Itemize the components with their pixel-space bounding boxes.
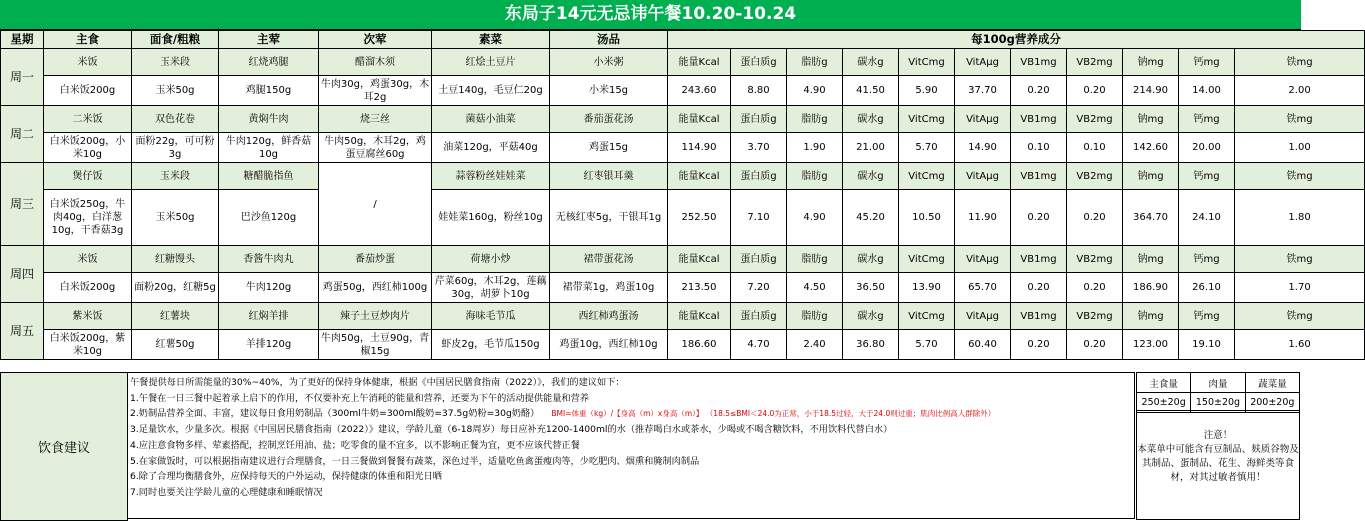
nutrient-value: 37.70 [955, 76, 1011, 106]
nutrient-label: 能量Kcal [668, 303, 731, 330]
nutrient-label: 碳水g [843, 246, 899, 273]
nutrient-label: 能量Kcal [668, 106, 731, 133]
nutrient-label: 蛋白质g [731, 303, 787, 330]
nutrient-value: 21.00 [843, 133, 899, 163]
dish-sub-detail: 牛肉50g，木耳2g，鸡蛋豆腐丝60g [319, 133, 432, 163]
nutrient-label: 能量Kcal [668, 49, 731, 76]
day-label-row [1, 49, 1365, 76]
dish-soup: 番茄蛋花汤 [550, 106, 668, 133]
header-pastry: 面食/粗粮 [132, 31, 219, 49]
day-detail-row [1, 330, 1365, 360]
day-detail-row [1, 133, 1365, 163]
dish-pastry-detail: 玉米50g [132, 76, 219, 106]
nutrient-value: 65.70 [955, 273, 1011, 303]
dish-staple-detail: 白米饭200g [44, 273, 132, 303]
advice-text [127, 372, 1135, 519]
nutrient-label: VitAμg [955, 246, 1011, 273]
dish-staple: 米饭 [44, 49, 132, 76]
advice-line: 4.应注意食物多样、荤素搭配，控制烹饪用油、盐；吃零食的量不宜多，以不影响正餐为宜，更不应该代替正餐 [130, 439, 580, 451]
advice-label: 饮食建议 [0, 372, 128, 521]
portion-value: 150±20g [1191, 393, 1245, 413]
day-label-row [1, 246, 1365, 273]
nutrient-value: 26.10 [1179, 273, 1235, 303]
header-sub: 次荤 [319, 31, 432, 49]
nutrient-label: 能量Kcal [668, 246, 731, 273]
nutrient-value: 4.70 [731, 330, 787, 360]
nutrient-value: 0.20 [1011, 190, 1067, 246]
day-detail-row [1, 76, 1365, 106]
advice-line: 午餐提供每日所需能量的30%~40%，为了更好的保持身体健康，根据《中国居民膳食指南（2022）》，我们的建议如下： [130, 377, 625, 388]
nutrient-value: 13.90 [899, 273, 955, 303]
nutrient-label: VB1mg [1011, 49, 1067, 76]
dish-soup: 红枣银耳羹 [550, 163, 668, 190]
nutrient-label: 钙mg [1179, 246, 1235, 273]
nutrient-label: 钙mg [1179, 303, 1235, 330]
dish-veg: 荷塘小炒 [432, 246, 550, 273]
dish-staple-detail: 白米饭200g，紫米10g [44, 330, 132, 360]
nutrient-label: 能量Kcal [668, 163, 731, 190]
nutrient-value: 3.70 [731, 133, 787, 163]
day-name: 周一 [1, 49, 44, 106]
dish-pastry-detail: 面粉20g，红糖5g [132, 273, 219, 303]
nutrient-label: VB2mg [1067, 303, 1123, 330]
header-soup: 汤品 [550, 31, 668, 49]
dish-veg: 海味毛节瓜 [432, 303, 550, 330]
nutrient-label: 钠mg [1123, 49, 1179, 76]
bmi-note: BMI=体重（kg）/【身高（m）x身高（m）】 （18.5≤BMI＜24.0为正常，小于18.5过轻，大于24.0则过重；肌肉比例高人群除外） [551, 409, 996, 419]
nutrient-value: 10.50 [899, 190, 955, 246]
dish-main: 红烧鸡腿 [219, 49, 319, 76]
nutrient-value: 0.20 [1067, 330, 1123, 360]
portion-header: 主食量 [1137, 373, 1191, 393]
dish-staple-detail: 白米饭200g [44, 76, 132, 106]
dish-main-detail: 鸡腿150g [219, 76, 319, 106]
nutrient-value: 4.90 [787, 76, 843, 106]
dish-sub: 番茄炒蛋 [319, 246, 432, 273]
nutrient-value: 123.00 [1123, 330, 1179, 360]
nutrient-label: 碳水g [843, 163, 899, 190]
dish-sub-detail: 牛肉50g，土豆90g，青椒15g [319, 330, 432, 360]
day-name: 周四 [1, 246, 44, 303]
nutrient-value: 114.90 [668, 133, 731, 163]
dish-staple-detail: 白米饭200g，小米10g [44, 133, 132, 163]
dish-veg-detail: 土豆140g，毛豆仁20g [432, 76, 550, 106]
nutrient-value: 4.50 [787, 273, 843, 303]
portion-value: 200±20g [1245, 393, 1299, 413]
nutrient-label: VB1mg [1011, 106, 1067, 133]
dish-veg: 菌菇小油菜 [432, 106, 550, 133]
dish-main: 红焖羊排 [219, 303, 319, 330]
nutrient-label: 碳水g [843, 303, 899, 330]
day-detail-row [1, 273, 1365, 303]
nutrient-value: 0.10 [1011, 133, 1067, 163]
header-main: 主荤 [219, 31, 319, 49]
nutrient-label: 脂肪g [787, 163, 843, 190]
nutrient-value: 1.00 [1235, 133, 1365, 163]
nutrient-label: 蛋白质g [731, 163, 787, 190]
nutrient-value: 5.70 [899, 330, 955, 360]
nutrient-label: VB2mg [1067, 49, 1123, 76]
dish-veg-detail: 娃娃菜160g，粉丝10g [432, 190, 550, 246]
nutrient-value: 364.70 [1123, 190, 1179, 246]
nutrient-label: VitCmg [899, 106, 955, 133]
nutrient-label: VitAμg [955, 106, 1011, 133]
dish-pastry-detail: 玉米50g [132, 190, 219, 246]
nutrient-value: 186.90 [1123, 273, 1179, 303]
dish-sub-empty: / [319, 163, 432, 246]
nutrient-value: 1.60 [1235, 330, 1365, 360]
nutrient-label: 碳水g [843, 49, 899, 76]
dish-pastry: 红糖馒头 [132, 246, 219, 273]
nutrient-label: 铁mg [1235, 49, 1365, 76]
dish-sub: 醋溜木须 [319, 49, 432, 76]
dish-soup: 西红柿鸡蛋汤 [550, 303, 668, 330]
dish-staple-detail: 白米饭250g，牛肉40g，白洋葱10g，干香菇3g [44, 190, 132, 246]
nutrient-value: 5.90 [899, 76, 955, 106]
nutrient-label: 钠mg [1123, 163, 1179, 190]
nutrient-label: VB2mg [1067, 163, 1123, 190]
day-label-row [1, 303, 1365, 330]
nutrient-value: 2.40 [787, 330, 843, 360]
notice-title: 注意！ [1203, 430, 1233, 441]
allergy-notice [1136, 410, 1300, 520]
dish-pastry: 双色花卷 [132, 106, 219, 133]
nutrient-label: 脂肪g [787, 303, 843, 330]
nutrient-value: 7.20 [731, 273, 787, 303]
advice-section [0, 372, 1301, 521]
dish-main-detail: 巴沙鱼120g [219, 190, 319, 246]
nutrient-value: 0.20 [1067, 190, 1123, 246]
advice-line: 6.除了合理均衡膳食外，应保持每天的户外运动，保持健康的体重和阳光日晒 [130, 471, 442, 483]
nutrient-value: 36.50 [843, 273, 899, 303]
nutrient-value: 142.60 [1123, 133, 1179, 163]
dish-soup-detail: 鸡蛋15g [550, 133, 668, 163]
nutrient-value: 0.10 [1067, 133, 1123, 163]
dish-veg-detail: 芹菜60g，木耳2g，莲藕30g，胡萝卜10g [432, 273, 550, 303]
nutrient-label: VitCmg [899, 303, 955, 330]
nutrient-label: 脂肪g [787, 246, 843, 273]
nutrient-value: 1.90 [787, 133, 843, 163]
nutrient-label: VB2mg [1067, 106, 1123, 133]
dish-staple: 米饭 [44, 246, 132, 273]
dish-veg: 蒜蓉粉丝娃娃菜 [432, 163, 550, 190]
nutrient-value: 14.00 [1179, 76, 1235, 106]
nutrient-value: 1.80 [1235, 190, 1365, 246]
nutrient-label: VitAμg [955, 163, 1011, 190]
nutrient-label: VB1mg [1011, 246, 1067, 273]
dish-veg: 红烩土豆片 [432, 49, 550, 76]
nutrient-value: 2.00 [1235, 76, 1365, 106]
dish-sub: 辣子土豆炒肉片 [319, 303, 432, 330]
advice-line: 2.奶制品营养全面、丰富，建议每日食用奶制品（300ml牛奶=300ml酸奶=37.5g奶粉=30g奶酪） BMI=体重（kg）/【身高（m）x身高（m）】 （18.5≤BMI＜24.0为正常，小于18.5过轻，大于24.0则过重；肌肉比例高人群除外） [130, 408, 996, 420]
dish-pastry-detail: 红薯50g [132, 330, 219, 360]
portion-table [1136, 372, 1300, 413]
day-label-row [1, 163, 1365, 190]
menu-table [0, 30, 1365, 360]
nutrient-label: 铁mg [1235, 303, 1365, 330]
nutrient-value: 0.20 [1011, 76, 1067, 106]
nutrient-value: 24.10 [1179, 190, 1235, 246]
dish-sub-detail: 鸡蛋50g，西红柿100g [319, 273, 432, 303]
portion-header: 蔬菜量 [1245, 373, 1299, 393]
nutrient-value: 36.80 [843, 330, 899, 360]
nutrient-value: 45.20 [843, 190, 899, 246]
day-name: 周二 [1, 106, 44, 163]
portion-value: 250±20g [1137, 393, 1191, 413]
dish-soup-detail: 鸡蛋10g，西红柿10g [550, 330, 668, 360]
header-row [1, 31, 1365, 49]
nutrient-label: 铁mg [1235, 246, 1365, 273]
nutrient-value: 0.20 [1011, 273, 1067, 303]
dish-staple: 紫米饭 [44, 303, 132, 330]
nutrient-label: 铁mg [1235, 106, 1365, 133]
dish-veg-detail: 虾皮2g，毛节瓜150g [432, 330, 550, 360]
notice-text: 本菜单中可能含有豆制品、麸质谷物及其制品、蛋制品、花生、海鲜类等食材，对其过敏者慎用！ [1137, 444, 1299, 483]
header-veg: 素菜 [432, 31, 550, 49]
day-label-row [1, 106, 1365, 133]
dish-main: 糖醋脆指鱼 [219, 163, 319, 190]
dish-pastry: 红薯块 [132, 303, 219, 330]
dish-soup: 裙带蛋花汤 [550, 246, 668, 273]
nutrient-label: 钠mg [1123, 303, 1179, 330]
nutrient-value: 0.20 [1011, 330, 1067, 360]
nutrient-value: 0.20 [1067, 273, 1123, 303]
dish-veg-detail: 油菜120g，平菇40g [432, 133, 550, 163]
dish-soup: 小米粥 [550, 49, 668, 76]
nutrient-label: 蛋白质g [731, 246, 787, 273]
dish-pastry: 玉米段 [132, 163, 219, 190]
nutrient-value: 243.60 [668, 76, 731, 106]
nutrient-label: 钠mg [1123, 106, 1179, 133]
dish-soup-detail: 小米15g [550, 76, 668, 106]
nutrient-label: VitCmg [899, 163, 955, 190]
header-day: 星期 [1, 31, 44, 49]
dish-sub-detail: 牛肉30g，鸡蛋30g，木耳2g [319, 76, 432, 106]
nutrient-value: 213.50 [668, 273, 731, 303]
nutrient-label: VitCmg [899, 49, 955, 76]
dish-staple: 煲仔饭 [44, 163, 132, 190]
nutrient-value: 5.70 [899, 133, 955, 163]
dish-staple: 二米饭 [44, 106, 132, 133]
dish-main-detail: 羊排120g [219, 330, 319, 360]
nutrient-value: 11.90 [955, 190, 1011, 246]
nutrient-label: 碳水g [843, 106, 899, 133]
nutrient-label: 钠mg [1123, 246, 1179, 273]
advice-line: 3.足量饮水，少量多次。根据《中国居民膳食指南（2022）》建议，学龄儿童（6-18周岁）每日应补充1200-1400ml的水（推荐喝白水或茶水，少喝或不喝含糖饮料，不用饮料代替白水） [130, 424, 893, 436]
nutrient-label: 脂肪g [787, 106, 843, 133]
portion-panel [1136, 372, 1301, 519]
nutrient-value: 41.50 [843, 76, 899, 106]
nutrient-label: VB1mg [1011, 163, 1067, 190]
day-name: 周五 [1, 303, 44, 360]
nutrient-label: VB1mg [1011, 303, 1067, 330]
nutrient-label: VitAμg [955, 303, 1011, 330]
nutrient-value: 19.10 [1179, 330, 1235, 360]
nutrient-label: 钙mg [1179, 163, 1235, 190]
dish-main: 香酱牛肉丸 [219, 246, 319, 273]
nutrient-value: 7.10 [731, 190, 787, 246]
nutrient-label: 钙mg [1179, 106, 1235, 133]
header-nutrition: 每100g营养成分 [668, 31, 1365, 49]
nutrient-value: 20.00 [1179, 133, 1235, 163]
nutrient-value: 60.40 [955, 330, 1011, 360]
nutrient-label: 蛋白质g [731, 106, 787, 133]
nutrient-value: 4.90 [787, 190, 843, 246]
nutrient-label: 脂肪g [787, 49, 843, 76]
dish-main-detail: 牛肉120g [219, 273, 319, 303]
nutrient-value: 0.20 [1067, 76, 1123, 106]
nutrient-value: 14.90 [955, 133, 1011, 163]
day-detail-row [1, 190, 1365, 246]
dish-pastry-detail: 面粉22g，可可粉3g [132, 133, 219, 163]
dish-sub: 烧三丝 [319, 106, 432, 133]
nutrient-value: 252.50 [668, 190, 731, 246]
nutrient-label: VitCmg [899, 246, 955, 273]
nutrient-value: 8.80 [731, 76, 787, 106]
dish-main: 黄焖牛肉 [219, 106, 319, 133]
dish-soup-detail: 裙带菜1g，鸡蛋10g [550, 273, 668, 303]
day-name: 周三 [1, 163, 44, 246]
nutrient-value: 214.90 [1123, 76, 1179, 106]
dish-soup-detail: 无核红枣5g，干银耳1g [550, 190, 668, 246]
dish-main-detail: 牛肉120g，鲜香菇10g [219, 133, 319, 163]
nutrient-label: 蛋白质g [731, 49, 787, 76]
nutrient-label: VB2mg [1067, 246, 1123, 273]
dish-pastry: 玉米段 [132, 49, 219, 76]
sheet-title: 东局子14元无忌讳午餐10.20-10.24 [0, 0, 1301, 30]
nutrient-label: 钙mg [1179, 49, 1235, 76]
nutrient-value: 1.70 [1235, 273, 1365, 303]
advice-line: 7.同时也要关注学龄儿童的心理健康和睡眠情况 [130, 486, 323, 498]
nutrient-value: 186.60 [668, 330, 731, 360]
advice-line: 5.在家做饭时，可以根据指南建议进行合理膳食，一日三餐做到餐餐有蔬菜，深色过半，适量吃鱼禽蛋瘦肉等，少吃肥肉、烟熏和腌制肉制品 [130, 455, 700, 467]
advice-line: 1.午餐在一日三餐中起着承上启下的作用，不仅要补充上午消耗的能量和营养，还要为下午的活动提供能量和营养 [130, 392, 589, 404]
portion-header: 肉量 [1191, 373, 1245, 393]
header-staple: 主食 [44, 31, 132, 49]
nutrient-label: 铁mg [1235, 163, 1365, 190]
nutrient-label: VitAμg [955, 49, 1011, 76]
